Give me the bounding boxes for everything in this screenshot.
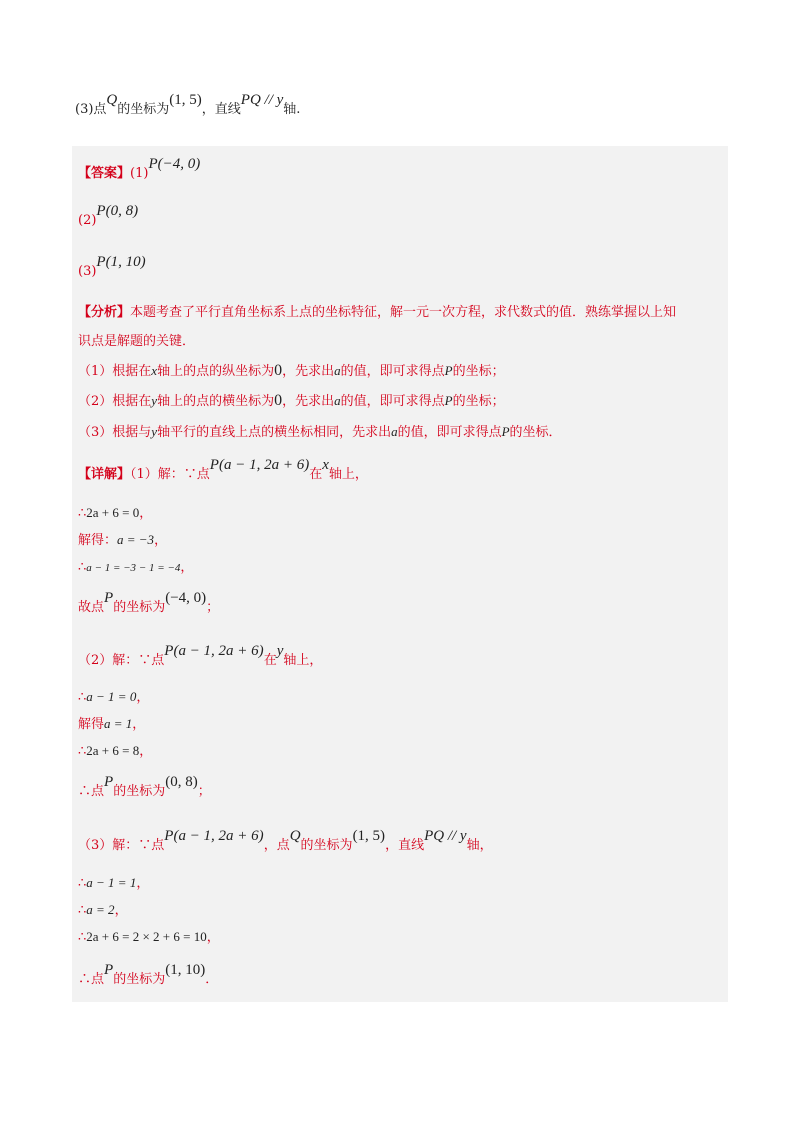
detail-3-result-coord: (1, 10) <box>165 962 206 978</box>
step2-b: 轴上的点的横坐标为 <box>157 394 275 409</box>
therefore-symbol: ∴ <box>78 506 87 521</box>
step1-d: 的值，即可求得点 <box>340 364 445 379</box>
answer-line-1 <box>78 156 201 182</box>
detail-1-tail: 轴上， <box>328 467 368 482</box>
answer-value-3: P(1, 10) <box>96 254 146 270</box>
detail-1-axis: x <box>322 457 329 473</box>
detail-1-eq1-text: 2a + 6 = 0 <box>86 505 140 520</box>
analysis-tag: 【分析】 <box>78 305 131 320</box>
question-prefix: (3)点 <box>75 102 107 117</box>
detail-3-eq2-text: a = 2 <box>86 902 115 917</box>
detail-1-result-b: 的坐标为 <box>113 600 166 615</box>
comma: ， <box>206 930 220 945</box>
step1-c: ，先求出 <box>282 364 335 379</box>
detail-1-intro-text: （1）解：∵点 <box>130 467 210 482</box>
detail-3-qcoord: (1, 5) <box>352 828 386 844</box>
detail-2-solve-label: 解得 <box>78 717 105 732</box>
detail-3-result-p: P <box>104 962 114 978</box>
step2-y: y <box>151 393 158 408</box>
detail-2-eq1 <box>78 686 149 705</box>
step2-e: 的坐标； <box>452 394 505 409</box>
detail-2-eq3 <box>78 740 152 759</box>
step3-b: 轴平行的直线上点的横坐标相同，先求出 <box>157 425 392 440</box>
detail-2-result <box>78 774 211 800</box>
detail-1-at: 在 <box>309 467 323 482</box>
detail-1-eq3-text: a − 1 = −3 − 1 = −4 <box>86 562 181 574</box>
step3-y: y <box>151 424 158 439</box>
step3-d: 的坐标． <box>509 425 562 440</box>
detail-3-mid: ，点 <box>263 838 290 853</box>
detail-1-point: P(a − 1, 2a + 6) <box>209 457 310 473</box>
answer-label-1: (1) <box>130 166 149 181</box>
step2-d: 的值，即可求得点 <box>340 394 445 409</box>
step3-a-var: a <box>391 424 398 439</box>
detail-3-eq1-text: a − 1 = 1 <box>86 875 137 890</box>
comma: ， <box>132 717 146 732</box>
answer-value-2: P(0, 8) <box>96 203 139 219</box>
step3-p: P <box>501 424 510 439</box>
question-mid2: ，直线 <box>201 102 241 117</box>
detail-2-result-coord: (0, 8) <box>165 774 198 790</box>
detail-3-eq3-text: 2a + 6 = 2 × 2 + 6 = 10 <box>86 929 207 944</box>
therefore-symbol: ∴ <box>78 930 87 945</box>
detail-2-at: 在 <box>263 653 277 668</box>
detail-3-q: Q <box>289 828 301 844</box>
answer-label-3: (3) <box>78 264 97 279</box>
therefore-symbol: ∴ <box>78 876 87 891</box>
answer-panel <box>72 146 728 1002</box>
step3-a: （3）根据与 <box>78 425 152 440</box>
comma: ， <box>154 533 168 548</box>
detail-1-intro <box>78 457 368 483</box>
detail-3-intro <box>78 828 493 854</box>
detail-2-intro-text: （2）解：∵点 <box>78 653 165 668</box>
detail-2-eq1-text: a − 1 = 0 <box>86 689 137 704</box>
detail-1-result-end: ； <box>206 600 220 615</box>
detail-3-eq1 <box>78 872 149 891</box>
detail-1-eq2-text: a = −3 <box>117 532 155 547</box>
step1-p: P <box>444 363 453 378</box>
comma: ， <box>139 744 153 759</box>
detail-3-eq3 <box>78 926 220 945</box>
analysis-text-1: 本题考查了平行直角坐标系上点的坐标特征，解一元一次方程，求代数式的值．熟练掌握以上知 <box>130 305 677 320</box>
answer-label-2: (2) <box>78 213 97 228</box>
step1-a: （1）根据在 <box>78 364 152 379</box>
comma: ， <box>180 560 194 575</box>
analysis-line-2 <box>78 330 195 349</box>
step1-zero: 0 <box>274 362 283 379</box>
answer-value-1: P(−4, 0) <box>148 156 201 172</box>
question-pq: PQ // y <box>240 92 284 108</box>
answer-line-2 <box>78 203 139 229</box>
step2-a: （2）根据在 <box>78 394 152 409</box>
detail-2-intro <box>78 643 323 669</box>
comma: ， <box>114 903 128 918</box>
detail-2-result-p: P <box>104 774 114 790</box>
detail-1-solve-label: 解得： <box>78 533 118 548</box>
detail-3-mid2: 的坐标为 <box>300 838 353 853</box>
detail-2-result-b: 的坐标为 <box>113 784 166 799</box>
question-mid1: 的坐标为 <box>117 102 170 117</box>
detail-1-result-p: P <box>104 590 114 606</box>
therefore-symbol: ∴ <box>78 903 87 918</box>
step1-a-var: a <box>334 363 341 378</box>
step2-a-var: a <box>334 393 341 408</box>
detail-2-eq3-text: 2a + 6 = 8 <box>86 743 140 758</box>
step2-c: ，先求出 <box>282 394 335 409</box>
answer-tag: 【答案】 <box>78 166 131 181</box>
detail-tag: 【详解】 <box>78 467 131 482</box>
step3-c: 的值，即可求得点 <box>397 425 502 440</box>
step1-b: 轴上的点的纵坐标为 <box>157 364 275 379</box>
detail-2-eq2-text: a = 1 <box>104 716 133 731</box>
analysis-text-2: 识点是解题的关键． <box>78 334 196 349</box>
detail-1-eq1 <box>78 502 152 521</box>
therefore-symbol: ∴ <box>78 744 87 759</box>
answer-line-3 <box>78 254 146 280</box>
analysis-step-2 <box>78 390 505 410</box>
step1-x: x <box>151 363 158 378</box>
detail-1-result <box>78 590 220 616</box>
step1-e: 的坐标； <box>452 364 505 379</box>
detail-3-eq2 <box>78 899 128 918</box>
detail-1-result-a: 故点 <box>78 600 105 615</box>
detail-2-eq2 <box>78 713 145 732</box>
detail-3-pq: PQ // y <box>424 828 467 844</box>
step2-p: P <box>444 393 453 408</box>
detail-3-result-end: ． <box>205 972 219 987</box>
step2-zero: 0 <box>274 392 283 409</box>
detail-3-mid3: ，直线 <box>385 838 425 853</box>
detail-3-result <box>78 962 219 988</box>
detail-3-result-b: 的坐标为 <box>113 972 166 987</box>
detail-2-point: P(a − 1, 2a + 6) <box>164 643 264 659</box>
detail-2-tail: 轴上， <box>283 653 323 668</box>
analysis-line-1 <box>78 301 676 320</box>
comma: ， <box>139 506 153 521</box>
detail-2-result-end: ； <box>197 784 211 799</box>
detail-3-result-a: ∴点 <box>78 972 105 987</box>
comma: ， <box>136 876 150 891</box>
detail-3-point: P(a − 1, 2a + 6) <box>164 828 264 844</box>
question-line <box>75 92 301 120</box>
question-suffix: 轴. <box>283 102 301 117</box>
detail-3-intro-text: （3）解：∵点 <box>78 838 165 853</box>
detail-1-eq2 <box>78 529 167 548</box>
therefore-symbol: ∴ <box>78 560 87 575</box>
detail-2-axis: y <box>276 643 284 659</box>
question-coord: (1, 5) <box>169 92 202 108</box>
question-q: Q <box>106 92 118 108</box>
detail-3-tail: 轴， <box>466 838 493 853</box>
comma: ， <box>136 690 150 705</box>
detail-2-result-a: ∴点 <box>78 784 105 799</box>
analysis-step-1 <box>78 360 505 380</box>
analysis-step-3 <box>78 421 562 440</box>
therefore-symbol: ∴ <box>78 690 87 705</box>
detail-1-result-coord: (−4, 0) <box>165 590 207 606</box>
detail-1-eq3 <box>78 556 193 575</box>
